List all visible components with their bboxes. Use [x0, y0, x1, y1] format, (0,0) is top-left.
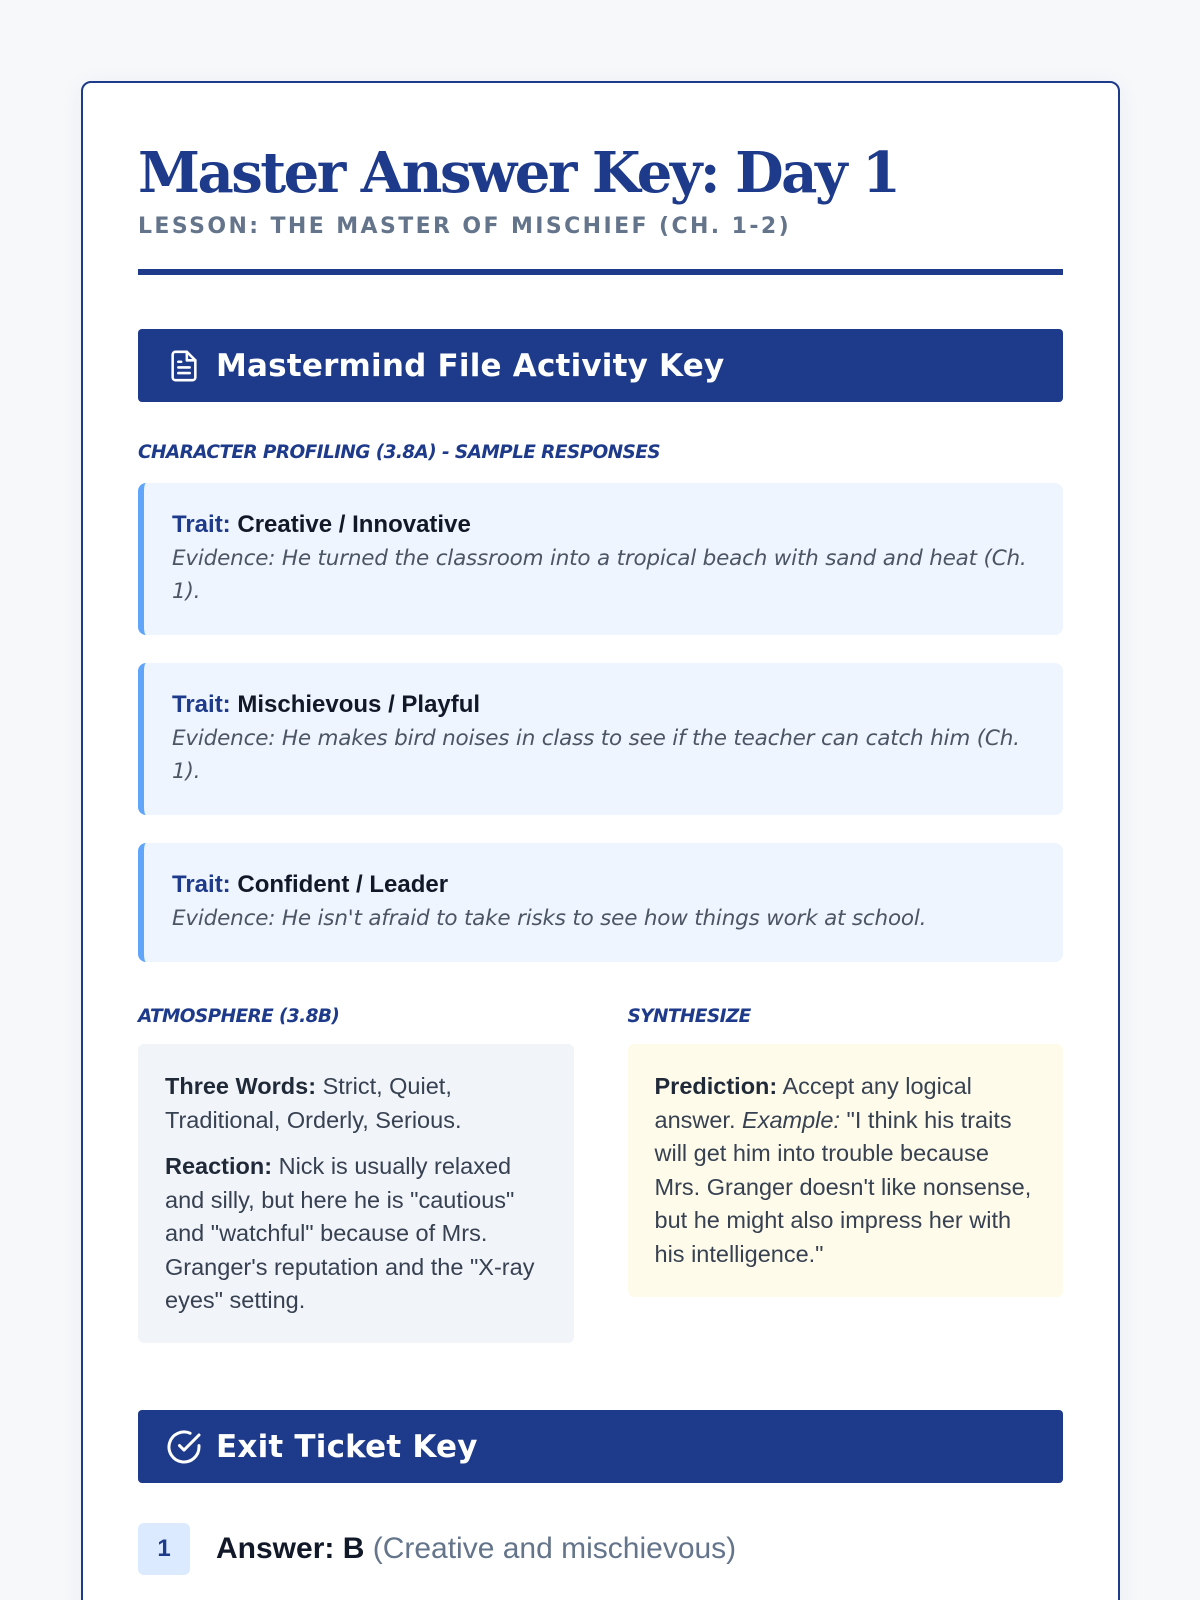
trait-card — [138, 663, 1063, 815]
trait-value: Creative / Innovative — [237, 511, 471, 538]
synthesize-box — [628, 1044, 1064, 1297]
exit-ticket-section-header — [138, 1410, 1063, 1483]
exit-answer-note: (Creative and mischievous) — [372, 1532, 737, 1565]
example-key: Example: — [742, 1106, 840, 1133]
atmosphere-label: ATMOSPHERE (3.8B) — [138, 1006, 340, 1027]
trait-card — [138, 483, 1063, 635]
synthesize-label: SYNTHESIZE — [627, 1006, 751, 1027]
exit-ticket-item — [138, 1523, 1063, 1575]
trait-card — [138, 843, 1063, 962]
question-number-badge: 1 — [138, 1523, 190, 1575]
trait-key: Trait: — [172, 691, 231, 718]
prediction-key: Prediction: — [654, 1073, 778, 1099]
document-icon — [166, 348, 202, 384]
exit-ticket-section-title: Exit Ticket Key — [216, 1428, 478, 1465]
exit-answer: Answer: B — [216, 1532, 365, 1565]
reaction-key: Reaction: — [165, 1153, 273, 1179]
trait-evidence: Evidence: He makes bird noises in class to see if the teacher can catch him (Ch. 1). — [172, 726, 1020, 784]
trait-evidence: Evidence: He isn't afraid to take risks to see how things work at school. — [172, 906, 927, 931]
three-words-value: Strict, Quiet, Traditional, Orderly, Serious. — [165, 1073, 462, 1133]
reaction-answer — [165, 1150, 548, 1318]
atmosphere-column — [138, 1006, 574, 1343]
check-circle-icon — [166, 1429, 202, 1465]
trait-key: Trait: — [172, 511, 231, 538]
trait-key: Trait: — [172, 871, 231, 898]
trait-value: Confident / Leader — [237, 871, 449, 898]
mastermind-section-header — [138, 329, 1063, 402]
character-profiling-label: CHARACTER PROFILING (3.8A) - SAMPLE RESPONSES — [138, 442, 661, 463]
atmosphere-synthesize-row — [138, 1006, 1063, 1343]
answer-key-card — [81, 81, 1120, 1600]
three-words-answer — [165, 1070, 548, 1137]
trait-value: Mischievous / Playful — [237, 691, 481, 718]
prediction-lead: Accept any logical answer. — [654, 1073, 972, 1133]
trait-evidence: Evidence: He turned the classroom into a tropical beach with sand and heat (Ch. 1). — [172, 546, 1027, 604]
prediction-answer — [655, 1070, 1038, 1271]
atmosphere-box — [138, 1044, 574, 1343]
synthesize-column — [628, 1006, 1064, 1343]
lesson-subtitle: LESSON: THE MASTER OF MISCHIEF (CH. 1-2) — [138, 214, 792, 239]
reaction-value: Nick is usually relaxed and silly, but here he is "cautious" and "watchful" because of Mrs. Granger's reputation and the "X-ray eyes" setting. — [165, 1153, 535, 1313]
title-divider — [138, 269, 1063, 275]
page-title: Master Answer Key: Day 1 — [138, 140, 899, 206]
mastermind-section-title: Mastermind File Activity Key — [216, 347, 725, 384]
three-words-key: Three Words: — [165, 1073, 317, 1099]
example-value: "I think his traits will get him into trouble because Mrs. Granger doesn't like nonsense, but he might also impress her with his intelligence." — [654, 1106, 1032, 1267]
